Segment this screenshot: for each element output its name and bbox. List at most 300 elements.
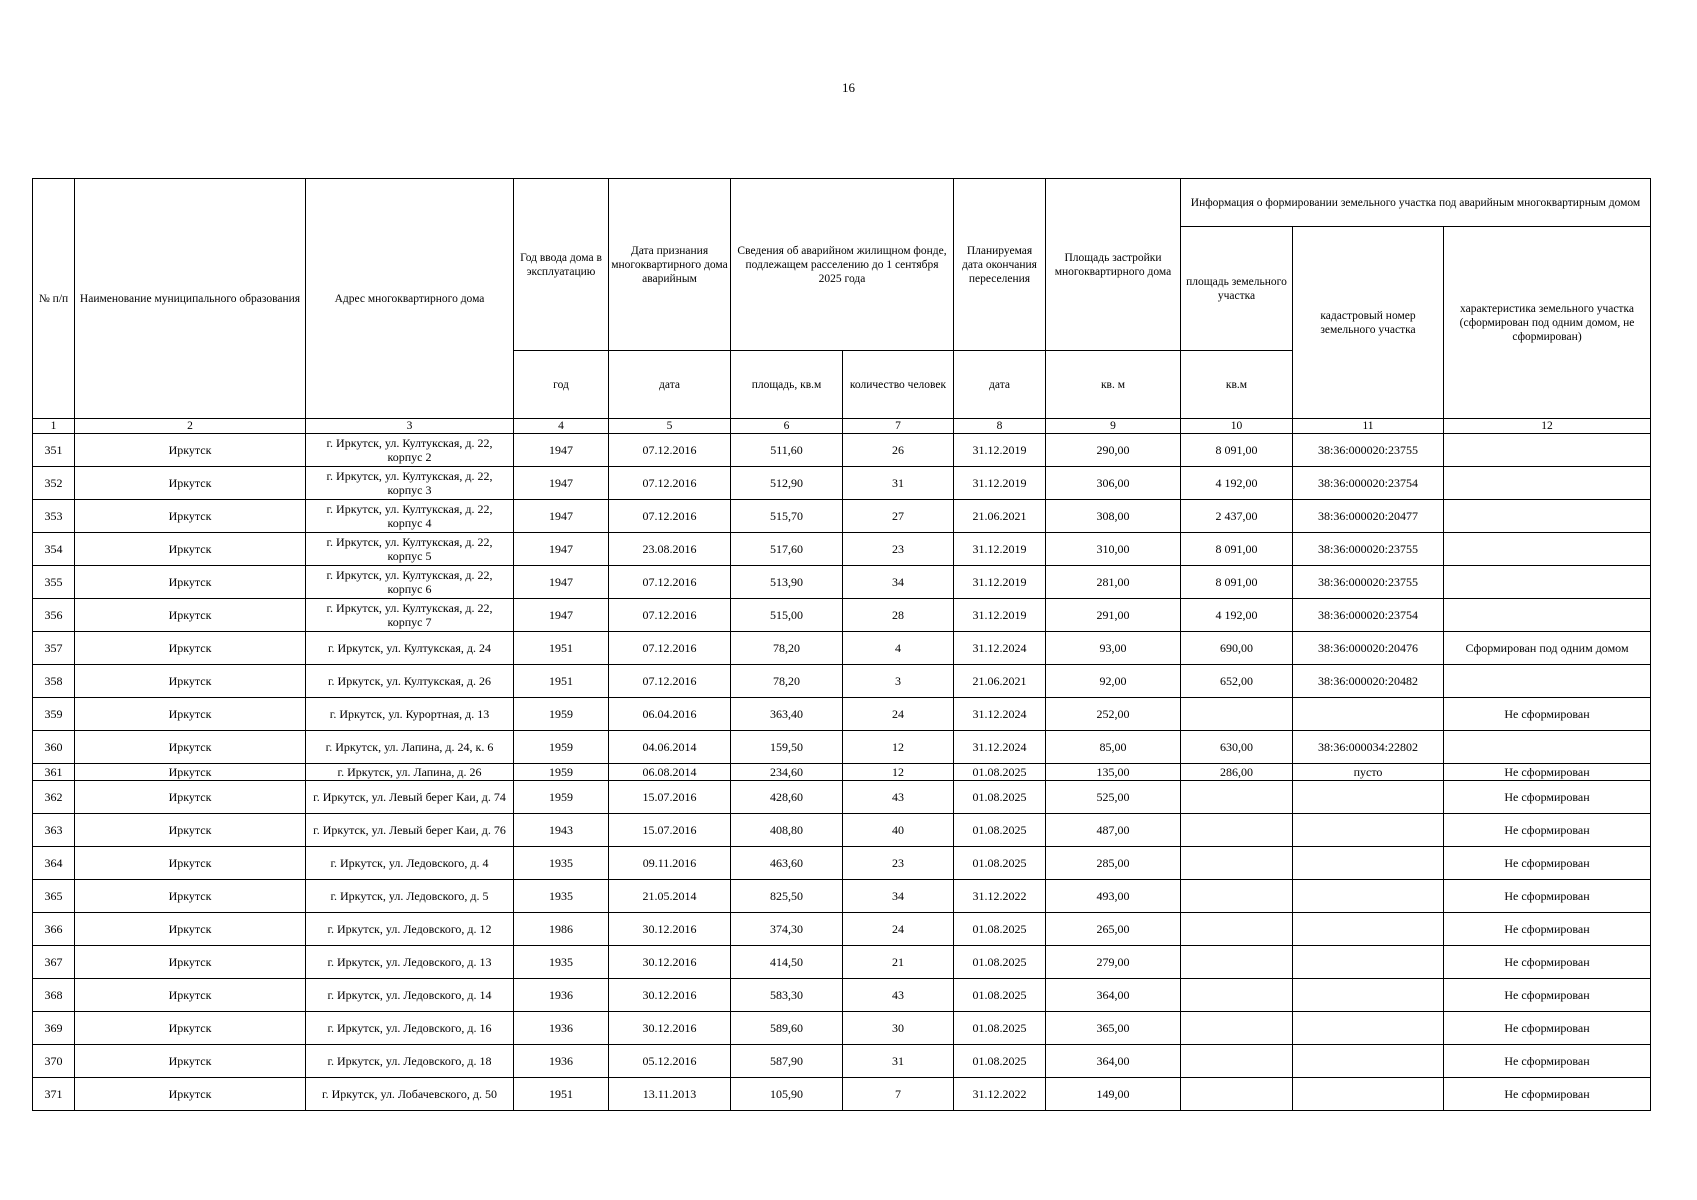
municipality-cell: Иркутск <box>75 632 306 665</box>
planned-date-cell: 01.08.2025 <box>954 913 1046 946</box>
table-row <box>33 698 1651 731</box>
municipality-cell: Иркутск <box>75 847 306 880</box>
table-row <box>33 979 1651 1012</box>
recognition-date-cell: 21.05.2014 <box>609 880 731 913</box>
table-row <box>33 880 1651 913</box>
address-cell: г. Иркутск, ул. Култукская, д. 22, корпус 7 <box>306 599 514 632</box>
row-number: 367 <box>33 946 75 979</box>
building-area-cell: 487,00 <box>1046 814 1181 847</box>
municipality-cell: Иркутск <box>75 764 306 781</box>
year-cell: 1935 <box>514 946 609 979</box>
year-cell: 1936 <box>514 1012 609 1045</box>
recognition-date-cell: 23.08.2016 <box>609 533 731 566</box>
year-cell: 1959 <box>514 731 609 764</box>
cadastral-number-cell: 38:36:000020:23755 <box>1293 434 1444 467</box>
year-cell: 1935 <box>514 847 609 880</box>
year-cell: 1947 <box>514 566 609 599</box>
cadastral-number-cell: пусто <box>1293 764 1444 781</box>
area-cell: 512,90 <box>731 467 843 500</box>
land-characteristic-cell: Не сформирован <box>1444 946 1651 979</box>
address-cell: г. Иркутск, ул. Левый берег Каи, д. 76 <box>306 814 514 847</box>
recognition-date-cell: 06.04.2016 <box>609 698 731 731</box>
people-cell: 12 <box>843 731 954 764</box>
planned-date-cell: 01.08.2025 <box>954 1012 1046 1045</box>
building-area-cell: 308,00 <box>1046 500 1181 533</box>
cadastral-number-cell <box>1293 946 1444 979</box>
unit-planned-date: дата <box>954 351 1046 419</box>
table-row <box>33 434 1651 467</box>
municipality-cell: Иркутск <box>75 665 306 698</box>
municipality-cell: Иркутск <box>75 946 306 979</box>
land-area-cell <box>1181 946 1293 979</box>
people-cell: 28 <box>843 599 954 632</box>
municipality-cell: Иркутск <box>75 566 306 599</box>
header-cadastral: кадастровый номер земельного участка <box>1293 227 1444 419</box>
area-cell: 589,60 <box>731 1012 843 1045</box>
planned-date-cell: 31.12.2024 <box>954 731 1046 764</box>
area-cell: 414,50 <box>731 946 843 979</box>
municipality-cell: Иркутск <box>75 599 306 632</box>
municipality-cell: Иркутск <box>75 979 306 1012</box>
table-row <box>33 814 1651 847</box>
municipality-cell: Иркутск <box>75 880 306 913</box>
unit-building-sqm: кв. м <box>1046 351 1181 419</box>
planned-date-cell: 31.12.2024 <box>954 632 1046 665</box>
land-characteristic-cell <box>1444 434 1651 467</box>
municipality-cell: Иркутск <box>75 814 306 847</box>
people-cell: 12 <box>843 764 954 781</box>
building-area-cell: 365,00 <box>1046 1012 1181 1045</box>
people-cell: 34 <box>843 566 954 599</box>
header-municipality: Наименование муниципального образования <box>75 179 306 419</box>
row-number: 351 <box>33 434 75 467</box>
table-row <box>33 599 1651 632</box>
area-cell: 463,60 <box>731 847 843 880</box>
address-cell: г. Иркутск, ул. Култукская, д. 22, корпус 5 <box>306 533 514 566</box>
land-area-cell: 8 091,00 <box>1181 434 1293 467</box>
building-area-cell: 281,00 <box>1046 566 1181 599</box>
planned-date-cell: 21.06.2021 <box>954 665 1046 698</box>
land-area-cell <box>1181 913 1293 946</box>
people-cell: 40 <box>843 814 954 847</box>
land-characteristic-cell: Не сформирован <box>1444 880 1651 913</box>
land-characteristic-cell: Не сформирован <box>1444 781 1651 814</box>
cadastral-number-cell <box>1293 847 1444 880</box>
year-cell: 1947 <box>514 533 609 566</box>
column-number: 4 <box>514 419 609 434</box>
area-cell: 234,60 <box>731 764 843 781</box>
land-characteristic-cell: Не сформирован <box>1444 1045 1651 1078</box>
recognition-date-cell: 15.07.2016 <box>609 814 731 847</box>
header-planned-date: Планируемая дата окончания переселения <box>954 179 1046 351</box>
people-cell: 23 <box>843 847 954 880</box>
area-cell: 515,70 <box>731 500 843 533</box>
municipality-cell: Иркутск <box>75 913 306 946</box>
area-cell: 583,30 <box>731 979 843 1012</box>
planned-date-cell: 31.12.2019 <box>954 566 1046 599</box>
municipality-cell: Иркутск <box>75 698 306 731</box>
table-row <box>33 1012 1651 1045</box>
building-area-cell: 364,00 <box>1046 1045 1181 1078</box>
address-cell: г. Иркутск, ул. Култукская, д. 22, корпус 6 <box>306 566 514 599</box>
recognition-date-cell: 07.12.2016 <box>609 632 731 665</box>
land-area-cell <box>1181 880 1293 913</box>
planned-date-cell: 01.08.2025 <box>954 946 1046 979</box>
address-cell: г. Иркутск, ул. Култукская, д. 26 <box>306 665 514 698</box>
municipality-cell: Иркутск <box>75 1045 306 1078</box>
cadastral-number-cell <box>1293 880 1444 913</box>
area-cell: 374,30 <box>731 913 843 946</box>
recognition-date-cell: 13.11.2013 <box>609 1078 731 1111</box>
land-area-cell <box>1181 781 1293 814</box>
row-number: 365 <box>33 880 75 913</box>
land-area-cell: 652,00 <box>1181 665 1293 698</box>
year-cell: 1947 <box>514 467 609 500</box>
planned-date-cell: 31.12.2019 <box>954 434 1046 467</box>
land-characteristic-cell: Не сформирован <box>1444 1078 1651 1111</box>
row-number: 370 <box>33 1045 75 1078</box>
year-cell: 1947 <box>514 500 609 533</box>
building-area-cell: 135,00 <box>1046 764 1181 781</box>
cadastral-number-cell <box>1293 913 1444 946</box>
municipality-cell: Иркутск <box>75 1078 306 1111</box>
row-number: 363 <box>33 814 75 847</box>
table-row <box>33 1078 1651 1111</box>
people-cell: 24 <box>843 913 954 946</box>
planned-date-cell: 01.08.2025 <box>954 979 1046 1012</box>
people-cell: 26 <box>843 434 954 467</box>
header-land-char: характеристика земельного участка (сформирован под одним домом, не сформирован) <box>1444 227 1651 419</box>
row-number: 368 <box>33 979 75 1012</box>
land-area-cell <box>1181 1078 1293 1111</box>
column-number: 12 <box>1444 419 1651 434</box>
land-area-cell: 286,00 <box>1181 764 1293 781</box>
address-cell: г. Иркутск, ул. Ледовского, д. 16 <box>306 1012 514 1045</box>
land-area-cell <box>1181 979 1293 1012</box>
land-characteristic-cell: Не сформирован <box>1444 847 1651 880</box>
area-cell: 515,00 <box>731 599 843 632</box>
land-area-cell <box>1181 814 1293 847</box>
column-number: 11 <box>1293 419 1444 434</box>
cadastral-number-cell: 38:36:000020:23755 <box>1293 566 1444 599</box>
recognition-date-cell: 07.12.2016 <box>609 566 731 599</box>
column-number: 3 <box>306 419 514 434</box>
header-building-area: Площадь застройки многоквартирного дома <box>1046 179 1181 351</box>
address-cell: г. Иркутск, ул. Култукская, д. 24 <box>306 632 514 665</box>
cadastral-number-cell: 38:36:000034:22802 <box>1293 731 1444 764</box>
recognition-date-cell: 06.08.2014 <box>609 764 731 781</box>
address-cell: г. Иркутск, ул. Курортная, д. 13 <box>306 698 514 731</box>
cadastral-number-cell <box>1293 1078 1444 1111</box>
people-cell: 21 <box>843 946 954 979</box>
building-area-cell: 149,00 <box>1046 1078 1181 1111</box>
recognition-date-cell: 07.12.2016 <box>609 434 731 467</box>
table-row <box>33 1045 1651 1078</box>
planned-date-cell: 31.12.2019 <box>954 533 1046 566</box>
column-number: 10 <box>1181 419 1293 434</box>
land-area-cell: 8 091,00 <box>1181 533 1293 566</box>
recognition-date-cell: 07.12.2016 <box>609 599 731 632</box>
building-area-cell: 252,00 <box>1046 698 1181 731</box>
cadastral-number-cell: 38:36:000020:23754 <box>1293 599 1444 632</box>
cadastral-number-cell <box>1293 1045 1444 1078</box>
area-cell: 513,90 <box>731 566 843 599</box>
people-cell: 7 <box>843 1078 954 1111</box>
cadastral-number-cell: 38:36:000020:23755 <box>1293 533 1444 566</box>
table-row <box>33 632 1651 665</box>
municipality-cell: Иркутск <box>75 500 306 533</box>
year-cell: 1936 <box>514 979 609 1012</box>
row-number: 355 <box>33 566 75 599</box>
year-cell: 1959 <box>514 698 609 731</box>
recognition-date-cell: 07.12.2016 <box>609 500 731 533</box>
year-cell: 1951 <box>514 665 609 698</box>
recognition-date-cell: 30.12.2016 <box>609 1012 731 1045</box>
year-cell: 1943 <box>514 814 609 847</box>
table-row <box>33 764 1651 781</box>
row-number: 371 <box>33 1078 75 1111</box>
table-row <box>33 847 1651 880</box>
cadastral-number-cell: 38:36:000020:20482 <box>1293 665 1444 698</box>
planned-date-cell: 31.12.2019 <box>954 599 1046 632</box>
year-cell: 1936 <box>514 1045 609 1078</box>
planned-date-cell: 01.08.2025 <box>954 847 1046 880</box>
people-cell: 23 <box>843 533 954 566</box>
table-row <box>33 566 1651 599</box>
land-characteristic-cell: Не сформирован <box>1444 764 1651 781</box>
address-cell: г. Иркутск, ул. Култукская, д. 22, корпус 4 <box>306 500 514 533</box>
planned-date-cell: 01.08.2025 <box>954 764 1046 781</box>
table-row <box>33 781 1651 814</box>
row-number: 369 <box>33 1012 75 1045</box>
row-number: 362 <box>33 781 75 814</box>
column-number: 7 <box>843 419 954 434</box>
address-cell: г. Иркутск, ул. Култукская, д. 22, корпус 2 <box>306 434 514 467</box>
recognition-date-cell: 05.12.2016 <box>609 1045 731 1078</box>
table-row <box>33 533 1651 566</box>
address-cell: г. Иркутск, ул. Ледовского, д. 18 <box>306 1045 514 1078</box>
cadastral-number-cell: 38:36:000020:20477 <box>1293 500 1444 533</box>
unit-date: дата <box>609 351 731 419</box>
area-cell: 159,50 <box>731 731 843 764</box>
building-area-cell: 493,00 <box>1046 880 1181 913</box>
land-area-cell <box>1181 698 1293 731</box>
building-area-cell: 265,00 <box>1046 913 1181 946</box>
building-area-cell: 364,00 <box>1046 979 1181 1012</box>
planned-date-cell: 31.12.2024 <box>954 698 1046 731</box>
area-cell: 408,80 <box>731 814 843 847</box>
municipality-cell: Иркутск <box>75 434 306 467</box>
header-land-area: площадь земельного участка <box>1181 227 1293 351</box>
land-area-cell <box>1181 1012 1293 1045</box>
people-cell: 30 <box>843 1012 954 1045</box>
recognition-date-cell: 04.06.2014 <box>609 731 731 764</box>
land-area-cell: 8 091,00 <box>1181 566 1293 599</box>
year-cell: 1947 <box>514 434 609 467</box>
land-characteristic-cell <box>1444 500 1651 533</box>
planned-date-cell: 31.12.2022 <box>954 880 1046 913</box>
cadastral-number-cell <box>1293 814 1444 847</box>
building-area-cell: 285,00 <box>1046 847 1181 880</box>
planned-date-cell: 01.08.2025 <box>954 814 1046 847</box>
building-area-cell: 290,00 <box>1046 434 1181 467</box>
unit-year: год <box>514 351 609 419</box>
area-cell: 587,90 <box>731 1045 843 1078</box>
people-cell: 31 <box>843 467 954 500</box>
address-cell: г. Иркутск, ул. Ледовского, д. 14 <box>306 979 514 1012</box>
address-cell: г. Иркутск, ул. Левый берег Каи, д. 74 <box>306 781 514 814</box>
header-land-info: Информация о формировании земельного участка под аварийным многоквартирным домом <box>1181 179 1651 227</box>
address-cell: г. Иркутск, ул. Ледовского, д. 4 <box>306 847 514 880</box>
header-emergency-info: Сведения об аварийном жилищном фонде, подлежащем расселению до 1 сентября 2025 года <box>731 179 954 351</box>
row-number: 357 <box>33 632 75 665</box>
recognition-date-cell: 30.12.2016 <box>609 913 731 946</box>
header-address: Адрес многоквартирного дома <box>306 179 514 419</box>
year-cell: 1951 <box>514 632 609 665</box>
year-cell: 1986 <box>514 913 609 946</box>
table-row <box>33 665 1651 698</box>
people-cell: 4 <box>843 632 954 665</box>
cadastral-number-cell: 38:36:000020:23754 <box>1293 467 1444 500</box>
land-characteristic-cell: Не сформирован <box>1444 698 1651 731</box>
header-no: № п/п <box>33 179 75 419</box>
cadastral-number-cell: 38:36:000020:20476 <box>1293 632 1444 665</box>
land-area-cell: 4 192,00 <box>1181 599 1293 632</box>
row-number: 358 <box>33 665 75 698</box>
column-number: 6 <box>731 419 843 434</box>
recognition-date-cell: 15.07.2016 <box>609 781 731 814</box>
land-area-cell: 630,00 <box>1181 731 1293 764</box>
land-area-cell: 2 437,00 <box>1181 500 1293 533</box>
building-area-cell: 85,00 <box>1046 731 1181 764</box>
land-area-cell: 690,00 <box>1181 632 1293 665</box>
area-cell: 428,60 <box>731 781 843 814</box>
building-area-cell: 93,00 <box>1046 632 1181 665</box>
row-number: 361 <box>33 764 75 781</box>
recognition-date-cell: 09.11.2016 <box>609 847 731 880</box>
planned-date-cell: 01.08.2025 <box>954 781 1046 814</box>
column-number-row <box>33 419 1651 434</box>
land-area-cell <box>1181 1045 1293 1078</box>
area-cell: 78,20 <box>731 665 843 698</box>
year-cell: 1935 <box>514 880 609 913</box>
land-area-cell <box>1181 847 1293 880</box>
column-number: 2 <box>75 419 306 434</box>
building-area-cell: 525,00 <box>1046 781 1181 814</box>
recognition-date-cell: 07.12.2016 <box>609 665 731 698</box>
cadastral-number-cell <box>1293 781 1444 814</box>
building-area-cell: 310,00 <box>1046 533 1181 566</box>
people-cell: 43 <box>843 781 954 814</box>
column-number: 1 <box>33 419 75 434</box>
unit-area: площадь, кв.м <box>731 351 843 419</box>
area-cell: 363,40 <box>731 698 843 731</box>
year-cell: 1951 <box>514 1078 609 1111</box>
area-cell: 825,50 <box>731 880 843 913</box>
table-row <box>33 946 1651 979</box>
address-cell: г. Иркутск, ул. Лобачевского, д. 50 <box>306 1078 514 1111</box>
land-characteristic-cell: Не сформирован <box>1444 1012 1651 1045</box>
building-area-cell: 92,00 <box>1046 665 1181 698</box>
land-characteristic-cell: Не сформирован <box>1444 979 1651 1012</box>
address-cell: г. Иркутск, ул. Ледовского, д. 13 <box>306 946 514 979</box>
land-characteristic-cell <box>1444 533 1651 566</box>
people-cell: 43 <box>843 979 954 1012</box>
row-number: 354 <box>33 533 75 566</box>
area-cell: 105,90 <box>731 1078 843 1111</box>
header-year-commissioned: Год ввода дома в эксплуатацию <box>514 179 609 351</box>
people-cell: 31 <box>843 1045 954 1078</box>
municipality-cell: Иркутск <box>75 731 306 764</box>
row-number: 353 <box>33 500 75 533</box>
cadastral-number-cell <box>1293 1012 1444 1045</box>
land-characteristic-cell: Сформирован под одним домом <box>1444 632 1651 665</box>
address-cell: г. Иркутск, ул. Лапина, д. 26 <box>306 764 514 781</box>
table-row <box>33 500 1651 533</box>
area-cell: 78,20 <box>731 632 843 665</box>
year-cell: 1959 <box>514 781 609 814</box>
emergency-housing-table <box>32 178 1651 1111</box>
address-cell: г. Иркутск, ул. Култукская, д. 22, корпус 3 <box>306 467 514 500</box>
area-cell: 517,60 <box>731 533 843 566</box>
address-cell: г. Иркутск, ул. Ледовского, д. 12 <box>306 913 514 946</box>
header-recognition-date: Дата признания многоквартирного дома аварийным <box>609 179 731 351</box>
land-characteristic-cell: Не сформирован <box>1444 814 1651 847</box>
municipality-cell: Иркутск <box>75 1012 306 1045</box>
row-number: 364 <box>33 847 75 880</box>
column-number: 9 <box>1046 419 1181 434</box>
page-number: 16 <box>842 80 855 95</box>
planned-date-cell: 31.12.2022 <box>954 1078 1046 1111</box>
row-number: 366 <box>33 913 75 946</box>
address-cell: г. Иркутск, ул. Лапина, д. 24, к. 6 <box>306 731 514 764</box>
cadastral-number-cell <box>1293 698 1444 731</box>
unit-people: количество человек <box>843 351 954 419</box>
recognition-date-cell: 30.12.2016 <box>609 946 731 979</box>
unit-land-sqm: кв.м <box>1181 351 1293 419</box>
land-characteristic-cell <box>1444 467 1651 500</box>
people-cell: 3 <box>843 665 954 698</box>
land-area-cell: 4 192,00 <box>1181 467 1293 500</box>
planned-date-cell: 21.06.2021 <box>954 500 1046 533</box>
building-area-cell: 279,00 <box>1046 946 1181 979</box>
row-number: 356 <box>33 599 75 632</box>
planned-date-cell: 31.12.2019 <box>954 467 1046 500</box>
recognition-date-cell: 07.12.2016 <box>609 467 731 500</box>
row-number: 360 <box>33 731 75 764</box>
building-area-cell: 291,00 <box>1046 599 1181 632</box>
table-row <box>33 731 1651 764</box>
people-cell: 24 <box>843 698 954 731</box>
column-number: 8 <box>954 419 1046 434</box>
column-number: 5 <box>609 419 731 434</box>
municipality-cell: Иркутск <box>75 781 306 814</box>
land-characteristic-cell <box>1444 566 1651 599</box>
address-cell: г. Иркутск, ул. Ледовского, д. 5 <box>306 880 514 913</box>
municipality-cell: Иркутск <box>75 533 306 566</box>
land-characteristic-cell <box>1444 665 1651 698</box>
land-characteristic-cell <box>1444 731 1651 764</box>
table-row <box>33 913 1651 946</box>
row-number: 352 <box>33 467 75 500</box>
year-cell: 1947 <box>514 599 609 632</box>
people-cell: 27 <box>843 500 954 533</box>
row-number: 359 <box>33 698 75 731</box>
planned-date-cell: 01.08.2025 <box>954 1045 1046 1078</box>
table-row <box>33 467 1651 500</box>
building-area-cell: 306,00 <box>1046 467 1181 500</box>
year-cell: 1959 <box>514 764 609 781</box>
